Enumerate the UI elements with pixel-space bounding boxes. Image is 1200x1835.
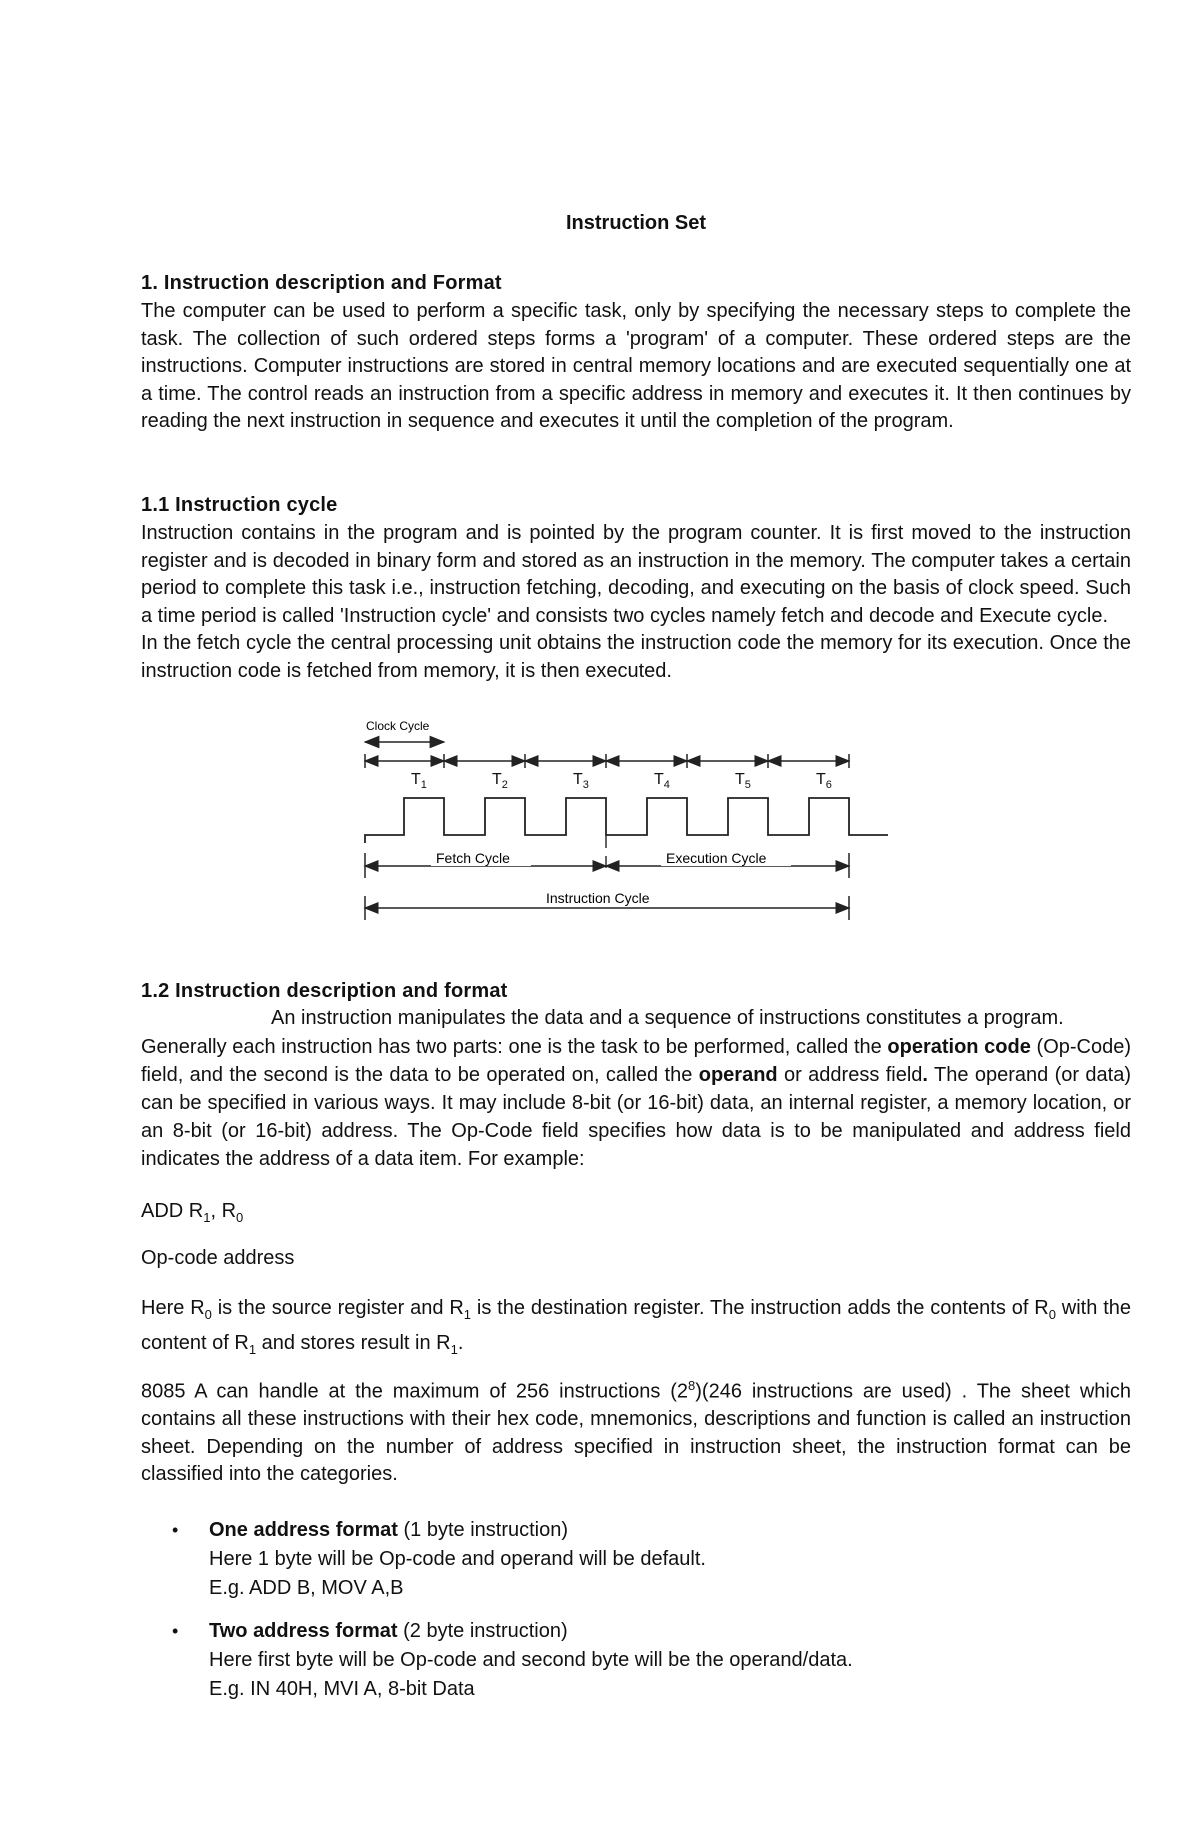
page-title: Instruction Set — [565, 212, 706, 234]
section-1-paragraph: The computer can be used to perform a specific task, only by specifying the necessary steps to complete the task. The collection of such ordered steps forms a 'program' of a computer. These ordered steps are the instructions. Computer instructions are stored in central memory locations and are executed sequentially one at a time. The control reads an instruction from a specific address in memory and executes it. It then continues by reading the next instruction in sequence and executes it until the completion of the program. — [141, 300, 1131, 432]
example-instruction: ADD $R_1$, $R_0$ — [141, 1200, 244, 1225]
section-1-body — [141, 298, 1131, 436]
t1-label: $T_1$ — [411, 771, 427, 791]
section-1-heading: 1. Instruction description and Format — [141, 272, 502, 294]
t4-label: $T_4$ — [654, 771, 670, 791]
opcode-address-line: Op-code address — [141, 1247, 295, 1269]
list-item — [141, 1617, 1131, 1704]
list-item-line-2: Here first byte will be Op-code and second byte will be the operand/data. — [209, 1649, 853, 1671]
t2-label: $T_2$ — [492, 771, 508, 791]
paragraph-8085-text: 8085 A can handle at the maximum of 256 instructions $(2^8)(246$ instructions are used) . The sheet which contains all these instructions with their hex code, mnemonics, descriptions and function is called an instruction sheet. Depending on the number of address specified in instruction sheet, the instruction format can be classified into the categories. — [141, 1378, 1132, 1486]
list-item — [141, 1516, 1131, 1603]
clock-cycle-label: Clock Cycle — [366, 719, 430, 733]
section-1-1-paragraph-1: Instruction contains in the program and is pointed by the program counter. It is first moved to the instruction register and is decoded in binary form and stored as an instruction in the memory. The computer takes a certain period to complete this task i.e., instruction fetching, decoding, and executing on the basis of clock speed. Such a time period is called 'Instruction cycle' and consists two cycles namely fetch and decode and Execute cycle. — [141, 522, 1131, 627]
instruction-cycle-label: Instruction Cycle — [546, 890, 650, 906]
section-1-1-body — [141, 520, 1131, 685]
section-1-1-heading: 1.1 Instruction cycle — [141, 494, 338, 516]
t3-label: $T_3$ — [573, 771, 589, 791]
register-paragraph: Here $R_0$ is the source register and $R_1$ is the destination register. The instruction adds the contents of $R_0$ with the content of $R_1$ and stores result in $R_1$. — [141, 1297, 1132, 1357]
fetch-cycle-label: Fetch Cycle — [436, 850, 510, 866]
section-1-2-lead: An instruction manipulates the data and a sequence of instructions constitutes a program. — [271, 1007, 1064, 1029]
bullet-icon: • — [172, 1520, 179, 1540]
register-description — [141, 1294, 1131, 1364]
section-1-2-heading: 1.2 Instruction description and format — [141, 980, 508, 1002]
section-1-2-paragraph: Generally each instruction has two parts: one is the task to be performed, called the operation code (Op-Code) field, and the second is the data to be operated on, called the operand or address field. The operand (or data) can be specified in various ways. It may include 8-bit (or 16-bit) data, an internal register, a memory location, or an 8-bit (or 16-bit) address. The Op-Code field specifies how data is to be manipulated and address field indicates the address of a data item. For example: — [141, 1036, 1132, 1170]
list-item-title-line: Two address format (2 byte instruction) — [209, 1620, 568, 1642]
t5-label: $T_5$ — [735, 771, 751, 791]
list-item-line-3: E.g. ADD B, MOV A,B — [209, 1577, 404, 1599]
section-1-2-body — [141, 1033, 1131, 1173]
list-item-title-line: One address format (1 byte instruction) — [209, 1519, 569, 1541]
timing-diagram-svg — [361, 718, 901, 938]
list-item-line-3: E.g. IN 40H, MVI A, 8-bit Data — [209, 1678, 475, 1700]
bullet-icon: • — [172, 1621, 179, 1641]
format-list — [141, 1516, 1131, 1718]
list-item-line-2: Here 1 byte will be Op-code and operand will be default. — [209, 1548, 706, 1570]
paragraph-8085 — [141, 1372, 1131, 1489]
t6-label: $T_6$ — [816, 771, 832, 791]
clock-waveform — [365, 798, 888, 843]
execution-cycle-label: Execution Cycle — [666, 850, 767, 866]
section-1-1-paragraph-2: In the fetch cycle the central processing unit obtains the instruction code the memory for its execution. Once the instruction code is fetched from memory, it is then executed. — [141, 632, 1131, 682]
instruction-cycle-diagram — [361, 718, 901, 943]
